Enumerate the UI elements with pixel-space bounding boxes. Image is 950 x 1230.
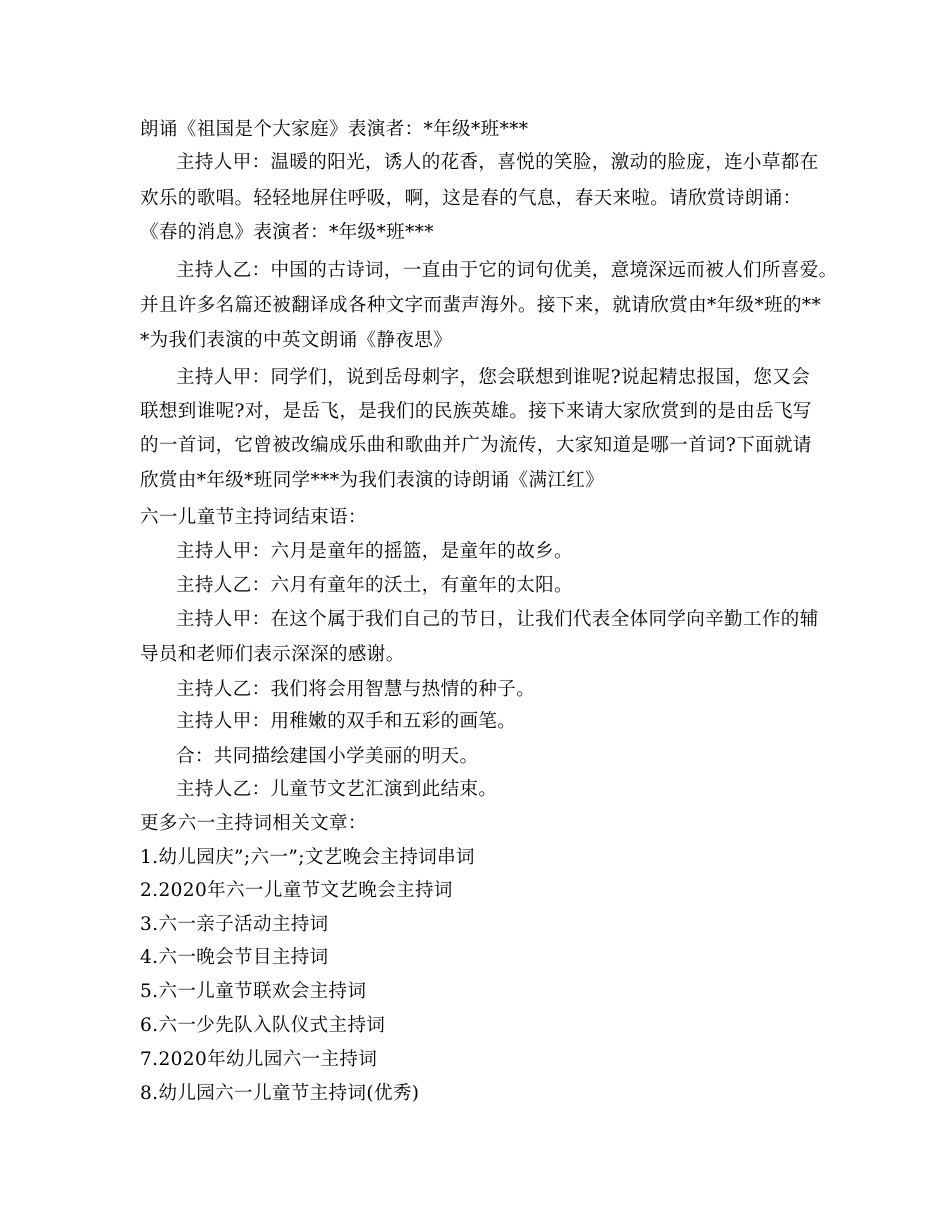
text-line: 导员和老师们表示深深的感谢。 [140,644,405,665]
text-line: 主持人乙：儿童节文艺汇演到此结束。 [176,779,498,800]
text-line: 合：共同描绘建国小学美丽的明天。 [176,746,479,767]
text-line: 联想到谁呢?对，是岳飞，是我们的民族英雄。接下来请大家欣赏到的是由岳飞写 [140,401,812,422]
text-line: 主持人甲：六月是童年的摇篮，是童年的故乡。 [176,541,573,562]
text-line: 的一首词，它曾被改编成乐曲和歌曲并广为流传，大家知道是哪一首词?下面就请 [140,435,812,456]
text-line: 主持人乙：我们将会用智慧与热情的种子。 [176,679,536,700]
text-line: 主持人甲：温暖的阳光，诱人的花香，喜悦的笑脸，激动的脸庞，连小草都在 [176,152,819,173]
related-article-link[interactable]: 5.六一儿童节联欢会主持词 [140,981,367,1002]
section-heading: 六一儿童节主持词结束语： [140,507,367,528]
related-article-link[interactable]: 7.2020年幼儿园六一主持词 [140,1049,378,1070]
text-line: 主持人甲：用稚嫩的双手和五彩的画笔。 [176,711,517,732]
text-line: 并且许多名篇还被翻译成各种文字而蜚声海外。接下来，就请欣赏由*年级*班的** [140,295,822,316]
section-heading: 更多六一主持词相关文章： [140,813,367,834]
text-line: 欢乐的歌唱。轻轻地屏住呼吸，啊，这是春的气息，春天来啦。请欣赏诗朗诵： [140,188,802,209]
text-line: *为我们表演的中英文朗诵《静夜思》 [140,330,453,351]
text-line: 《春的消息》表演者：*年级*班*** [140,222,434,243]
related-article-link[interactable]: 3.六一亲子活动主持词 [140,914,329,935]
related-article-link[interactable]: 8.幼儿园六一儿童节主持词(优秀) [140,1083,420,1104]
related-article-link[interactable]: 1.幼儿园庆”;六一”;文艺晚会主持词串词 [140,847,475,868]
related-article-link[interactable]: 6.六一少先队入队仪式主持词 [140,1015,386,1036]
text-line: 朗诵《祖国是个大家庭》表演者：*年级*班*** [140,119,529,140]
text-line: 主持人乙：中国的古诗词，一直由于它的词句优美，意境深远而被人们所喜爱。 [176,260,838,281]
text-line: 主持人甲：在这个属于我们自己的节日，让我们代表全体同学向辛勤工作的辅 [176,609,819,630]
related-article-link[interactable]: 4.六一晚会节目主持词 [140,947,329,968]
related-article-link[interactable]: 2.2020年六一儿童节文艺晚会主持词 [140,880,453,901]
text-line: 欣赏由*年级*班同学***为我们表演的诗朗诵《满江红》 [140,470,605,491]
text-line: 主持人乙：六月有童年的沃土，有童年的太阳。 [176,575,573,596]
text-line: 主持人甲：同学们，说到岳母刺字，您会联想到谁呢?说起精忠报国，您又会 [176,367,811,388]
